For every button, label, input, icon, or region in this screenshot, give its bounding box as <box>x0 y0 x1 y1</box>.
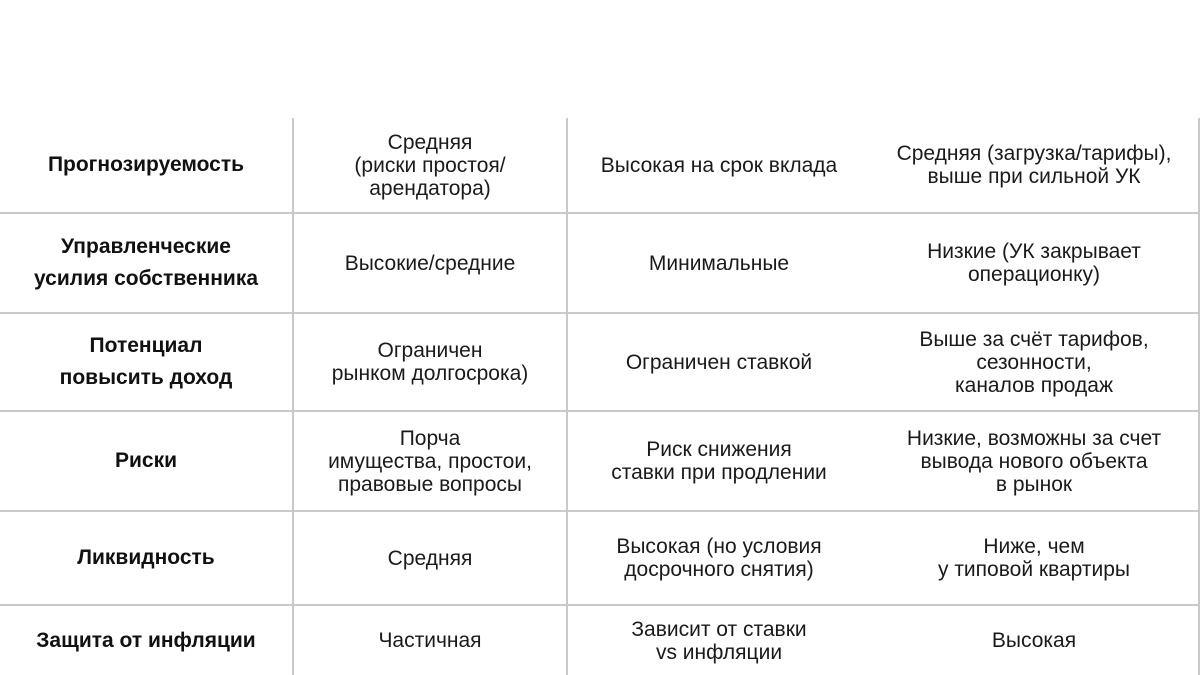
row-apartment-value: Средняя (риски простоя/ арендатора) <box>294 118 568 214</box>
row-invest-value: Выше за счёт тарифов, сезонности, каналов продаж <box>870 314 1200 412</box>
row-apartment-value: Частичная <box>294 606 568 675</box>
row-invest-value: Низкие (УК закрывает операционку) <box>870 214 1200 314</box>
header-apartment: Квартира в долгосрок <box>294 0 568 118</box>
header-deposit: Вклад <box>568 0 870 118</box>
row-deposit-value: Зависит от ставки vs инфляции <box>568 606 870 675</box>
header-criteria: Критерии <box>0 0 294 118</box>
row-deposit-value: Минимальные <box>568 214 870 314</box>
row-deposit-value: Высокая на срок вклада <box>568 118 870 214</box>
row-invest-value: Ниже, чем у типовой квартиры <box>870 512 1200 606</box>
row-criterion: Прогнозируемость <box>0 118 294 214</box>
row-deposit-value: Высокая (но условия досрочного снятия) <box>568 512 870 606</box>
row-criterion: Потенциал повысить доход <box>0 314 294 412</box>
row-criterion: Ликвидность <box>0 512 294 606</box>
row-apartment-value: Высокие/средние <box>294 214 568 314</box>
row-apartment-value: Средняя <box>294 512 568 606</box>
row-deposit-value: Ограничен ставкой <box>568 314 870 412</box>
row-apartment-value: Ограничен рынком долгосрока) <box>294 314 568 412</box>
header-invest-room: Инвест-номер в апарт-отеле (GAGARIN CITY) <box>870 0 1200 118</box>
row-invest-value: Низкие, возможны за счет вывода нового объекта в рынок <box>870 412 1200 512</box>
row-criterion: Риски <box>0 412 294 512</box>
row-criterion: Управленческие усилия собственника <box>0 214 294 314</box>
row-invest-value: Средняя (загрузка/тарифы), выше при сильной УК <box>870 118 1200 214</box>
row-deposit-value: Риск снижения ставки при продлении <box>568 412 870 512</box>
row-invest-value: Высокая <box>870 606 1200 675</box>
row-apartment-value: Порча имущества, простои, правовые вопросы <box>294 412 568 512</box>
row-criterion: Защита от инфляции <box>0 606 294 675</box>
